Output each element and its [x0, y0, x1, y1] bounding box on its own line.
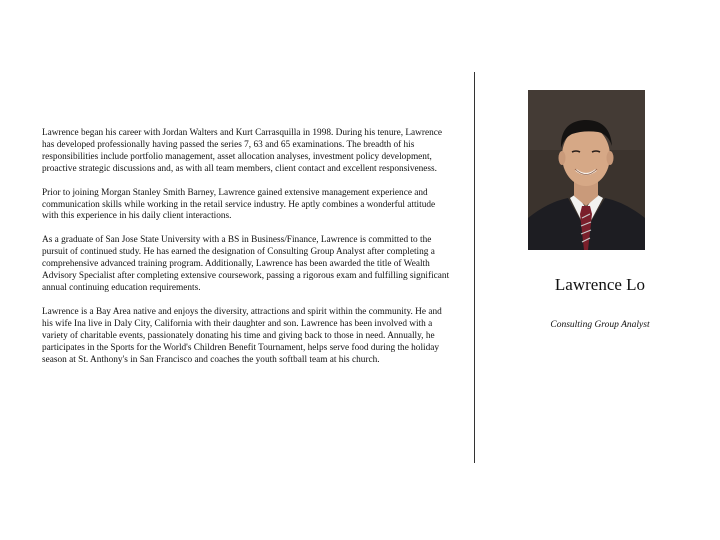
portrait-photo-icon	[528, 90, 645, 250]
profile-photo	[528, 90, 645, 250]
bio-paragraph-experience: Prior to joining Morgan Stanley Smith Barney, Lawrence gained extensive management experience and communication skills while working in the retail service industry. He aptly combines a wonderful attitude with this experience in his daily client interactions.	[42, 187, 436, 222]
profile-job-title: Consulting Group Analyst	[550, 320, 650, 330]
profile-name: Lawrence Lo	[554, 275, 646, 294]
bio-paragraph-education: As a graduate of San Jose State University with a BS in Business/Finance, Lawrence is committed to the pursuit of continued study. He has earned the designation of Consulting Group Analyst after completing a comprehensive advanced training program. Additionally, Lawrence has been awarded the title of Wealth Advisory Specialist after completing extensive coursework, passing a rigorous exam and fulfilling significant annual continuing education requirements.	[42, 235, 450, 293]
bio-paragraph-personal: Lawrence is a Bay Area native and enjoys the diversity, attractions and spirit within the community. He and his wife Ina live in Daly City, California with their daughter and son. Lawrence has been involved with a variety of charitable events, passionately donating his time and giving back to those in need. Annually, he participates in the Sports for the World's Children Benefit Tournament, helps serve food during the holiday season at St. Anthony's in San Francisco and coaches the youth softball team at his church.	[42, 306, 442, 365]
bio-paragraph-career: Lawrence began his career with Jordan Walters and Kurt Carrasquilla in 1998. During his tenure, Lawrence has developed professionally having passed the series 7, 63 and 65 examinations. The breadth of his responsibilities include portfolio management, asset allocation analyses, investment policy development, proactive strategic discussions and, as with all team members, client contact and excellent responsiveness.	[42, 128, 442, 174]
bio-text	[42, 128, 452, 378]
vertical-divider	[474, 72, 475, 463]
